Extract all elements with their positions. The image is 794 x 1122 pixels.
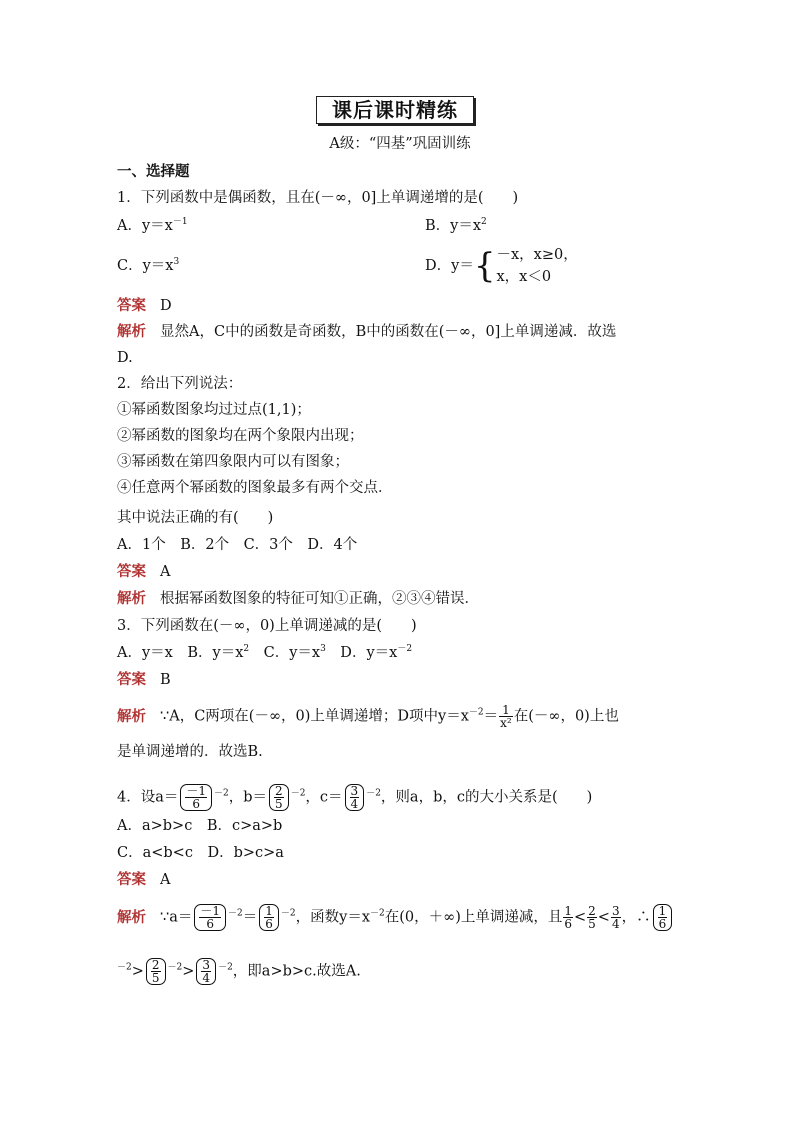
q1-option-d: D．y＝{ －x，x≥0， x，x＜0 — [425, 246, 578, 286]
q3-analysis: 解析 ∵A，C两项在(－∞，0)上单调递增；D项中$y=x^{-2}=$ $\frac{1}{\text{x²}}$ 在(－∞，0)上也 — [117, 703, 619, 730]
q4-analysis: 解析 ∵a＝ $\frac{-1}{6}$ $^{-2}$＝ $\frac{1}{6}$ $^{-2}$，函数$y=x^{-2}$在(0，＋∞)上单调递减，且 $\frac{1}{6}$ < $\frac{2}{5}$ < $\frac{3}{4}$ ，∴ $\frac{1}{6}$ — [117, 904, 674, 931]
q4-options-cd: C．a<b<c D．b>c>a — [117, 845, 284, 861]
q1-stem: 1．下列函数中是偶函数，且在(－∞，0]上单调递增的是( ) — [117, 190, 519, 206]
q2-options: A．1个 B．2个 C．3个 D．4个 — [117, 537, 358, 553]
page-title: 课后课时精练 — [316, 96, 474, 124]
q1-analysis-cont: D. — [117, 350, 133, 366]
q3-analysis-cont: 是单调递增的．故选B. — [117, 744, 263, 760]
paren-one-sixth-2: $\frac{1}{6}$ — [653, 904, 673, 931]
q3-options: A．y＝x B．$y=x^2$ C．$y=x^3$ D．$y=x^{-2}$ — [117, 644, 413, 661]
q2-statement-1: ①幂函数图象均过过点(1,1)； — [117, 402, 311, 418]
q2-ask: 其中说法正确的有( ) — [117, 510, 274, 526]
paren-two-fifths: $\frac{2}{5}$ — [146, 958, 166, 985]
paren-one-sixth: $\frac{1}{6}$ — [259, 904, 279, 931]
q4-answer: 答案 A — [117, 871, 171, 888]
q1-analysis: 解析 显然A，C中的函数是奇函数，B中的函数在(－∞，0]上单调递减．故选 — [117, 323, 617, 340]
subtitle: A级：“四基”巩固训练 — [329, 136, 471, 152]
fraction-1-over-x2: $\frac{1}{\text{x²}}$ — [500, 703, 512, 730]
q2-stem: 2．给出下列说法： — [117, 376, 243, 392]
q2-statement-3: ③幂函数在第四象限内可以有图象； — [117, 454, 349, 470]
q3-answer: 答案 B — [117, 671, 171, 688]
q3-stem: 3．下列函数在(－∞，0)上单调递减的是( ) — [117, 618, 417, 634]
paren-a: $\frac{-1}{6}$ — [180, 784, 212, 811]
q2-statement-4: ④任意两个幂函数的图象最多有两个交点． — [117, 480, 393, 496]
q1-option-c: C．$y=x^3$ — [117, 257, 180, 274]
paren-b: $\frac{2}{5}$ — [269, 784, 289, 811]
q1-answer: 答案 D — [117, 297, 172, 314]
q2-statement-2: ②幂函数的图象均在两个象限内出现； — [117, 428, 364, 444]
paren-a-analysis: $\frac{-1}{6}$ — [194, 904, 226, 931]
paren-c: $\frac{3}{4}$ — [345, 784, 365, 811]
q1-option-b: B．$y=x^2$ — [425, 217, 487, 234]
section-heading: 一、选择题 — [117, 163, 190, 180]
q2-analysis: 解析 根据幂函数图象的特征可知①正确，②③④错误． — [117, 590, 479, 607]
q2-answer: 答案 A — [117, 563, 171, 580]
q1-option-a: A．$y=x^{-1}$ — [117, 217, 188, 234]
q4-analysis-cont: $^{-2}$> $\frac{2}{5}$ $^{-2}$> $\frac{3}{4}$ $^{-2}$，即a>b>c.故选A. — [117, 958, 361, 985]
q4-stem: 4．设a＝ $\frac{-1}{6}$ $^{-2}$，b＝ $\frac{2}{5}$ $^{-2}$，c＝ $\frac{3}{4}$ $^{-2}$，则a，b，c的大小关系是( ) — [117, 784, 593, 811]
paren-three-fourths: $\frac{3}{4}$ — [196, 958, 216, 985]
q4-options-ab: A．a>b>c B．c>a>b — [117, 818, 283, 834]
left-brace-icon: { — [473, 246, 496, 286]
